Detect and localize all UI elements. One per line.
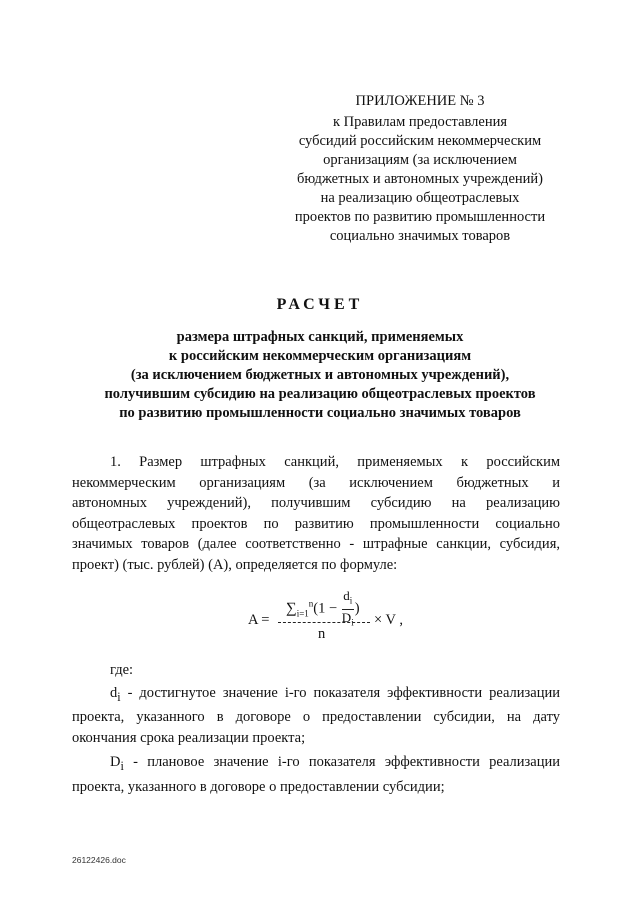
title-line: к российским некоммерческим организациям bbox=[168, 348, 472, 364]
title-line: размера штрафных санкций, применяемых bbox=[176, 329, 464, 345]
paragraph-line: проект) (тыс. рублей) (А), определяется по формуле: bbox=[72, 556, 398, 573]
ratio-fraction bbox=[342, 588, 354, 630]
definition-line: проекта, указанного в договоре о предоставлении субсидии, на дату bbox=[72, 709, 560, 726]
title-heading: РАСЧЕТ bbox=[276, 296, 364, 313]
penalty-formula bbox=[248, 588, 428, 648]
formula-numerator bbox=[286, 588, 360, 630]
formula-close: ) bbox=[354, 600, 360, 617]
formula-lhs: A = bbox=[248, 612, 270, 628]
appendix-line: проектов по развитию промышленности bbox=[294, 209, 546, 225]
formula-denominator: n bbox=[318, 626, 326, 642]
title-line: получившим субсидию на реализацию общеотраслевых проектов bbox=[104, 386, 536, 402]
paragraph-line: общеотраслевых проектов по развитию промышленности социально bbox=[72, 515, 560, 532]
definition-line: $d_i$ - достигнутое значение i-го показателя эффективности реализации bbox=[110, 684, 560, 704]
paragraph-line: значимых товаров (далее соответственно - штрафные санкции, субсидия, bbox=[72, 536, 560, 553]
paragraph-line: некоммерческим организациям (за исключением бюджетных и bbox=[72, 474, 560, 491]
file-footer: 26122426.doc bbox=[72, 855, 126, 865]
appendix-line: субсидий российским некоммерческим bbox=[298, 133, 542, 149]
formula-rhs: × V , bbox=[374, 612, 403, 628]
appendix-line: на реализацию общеотраслевых bbox=[320, 190, 520, 206]
definition-line: проекта, указанного в договоре о предоставлении субсидии; bbox=[72, 778, 445, 795]
sum-upper: n bbox=[308, 598, 314, 609]
ratio-denominator: $D_i$ bbox=[341, 609, 354, 628]
document-title bbox=[40, 296, 600, 423]
appendix-line: бюджетных и автономных учреждений) bbox=[297, 171, 543, 187]
paragraph-line: автономных учреждений), получившим субсидию на реализацию bbox=[72, 495, 560, 512]
ratio-numerator: $d_i$ bbox=[342, 588, 354, 610]
sigma-symbol: ∑ bbox=[286, 600, 297, 617]
definition-line: $D_i$ - плановое значение i-го показателя эффективности реализации bbox=[110, 754, 560, 774]
definition-line: окончания срока реализации проекта; bbox=[72, 729, 306, 746]
title-line: по развитию промышленности социально значимых товаров bbox=[119, 405, 521, 421]
definitions bbox=[72, 660, 560, 801]
formula-open: (1 − bbox=[313, 600, 338, 617]
paragraph-line: 1. Размер штрафных санкций, применяемых к российским bbox=[110, 454, 560, 470]
definition-item bbox=[72, 683, 560, 749]
appendix-line: социально значимых товаров bbox=[329, 228, 511, 244]
appendix-number: ПРИЛОЖЕНИЕ № 3 bbox=[355, 93, 485, 109]
definition-item bbox=[72, 752, 560, 797]
sum-lower: i=1 bbox=[296, 608, 309, 619]
appendix-line: организациям (за исключением bbox=[323, 152, 517, 168]
appendix-header bbox=[270, 92, 570, 246]
fraction-bar bbox=[278, 622, 370, 623]
title-line: (за исключением бюджетных и автономных учреждений), bbox=[130, 367, 510, 383]
where-label: где: bbox=[110, 662, 134, 678]
paragraph-1 bbox=[72, 452, 560, 576]
appendix-line: к Правилам предоставления bbox=[332, 114, 508, 130]
